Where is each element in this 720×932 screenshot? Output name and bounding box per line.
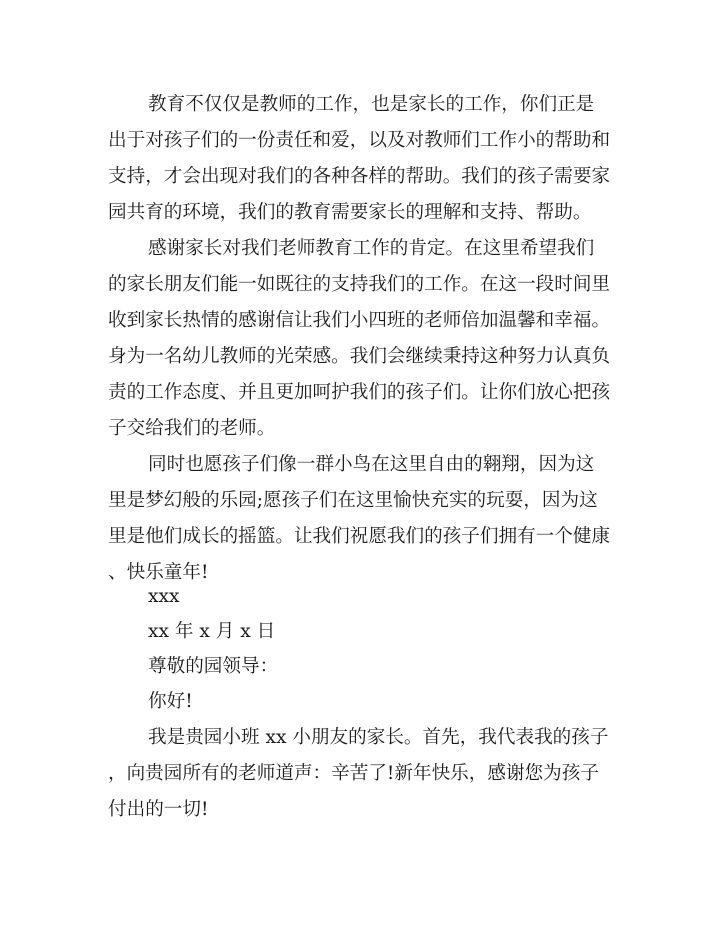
letter-salutation: 尊敬的园领导：	[148, 656, 279, 677]
paragraph-2-line-2: 的家长朋友们能一如既往的支持我们的工作。在这一段时间里	[108, 274, 611, 295]
paragraph-2-line-6: 子交给我们的老师。	[108, 418, 276, 439]
paragraph-3-line-3: 里是他们成长的摇篮。让我们祝愿我们的孩子们拥有一个健康	[108, 526, 611, 547]
paragraph-2-line-4: 身为一名幼儿教师的光荣感。我们会继续秉持这种努力认真负	[108, 346, 611, 367]
paragraph-1-line-4: 园共育的环境，我们的教育需要家长的理解和支持、帮助。	[108, 202, 592, 223]
signature-name: xxx	[148, 586, 180, 607]
paragraph-4-line-2: ，向贵园所有的老师道声：辛苦了!新年快乐，感谢您为孩子	[108, 763, 599, 784]
paragraph-1-line-3: 支持，才会出现对我们的各种各样的帮助。我们的孩子需要家	[108, 166, 611, 187]
paragraph-3-line-4: 、快乐童年!	[108, 562, 209, 583]
signature-date: xx 年 x 月 x 日	[148, 621, 276, 642]
paragraph-4-line-3: 付出的一切!	[108, 799, 209, 820]
paragraph-2-line-3: 收到家长热情的感谢信让我们小四班的老师倍加温馨和幸福。	[108, 310, 611, 331]
paragraph-3-line-1: 同时也愿孩子们像一群小鸟在这里自由的翱翔，因为这	[148, 454, 595, 475]
letter-greeting: 你好!	[148, 691, 193, 712]
paragraph-1-line-1: 教育不仅仅是教师的工作，也是家长的工作，你们正是	[148, 94, 595, 115]
paragraph-2-line-1: 感谢家长对我们老师教育工作的肯定。在这里希望我们	[148, 238, 595, 259]
paragraph-4-line-1: 我是贵园小班 xx 小朋友的家长。首先，我代表我的孩子	[148, 727, 609, 748]
paragraph-2-line-5: 责的工作态度、并且更加呵护我们的孩子们。让你们放心把孩	[108, 382, 611, 403]
paragraph-1-line-2: 出于对孩子们的一份责任和爱，以及对教师们工作小的帮助和	[108, 130, 611, 151]
paragraph-3-line-2: 里是梦幻般的乐园;愿孩子们在这里愉快充实的玩耍，因为这	[108, 490, 598, 511]
